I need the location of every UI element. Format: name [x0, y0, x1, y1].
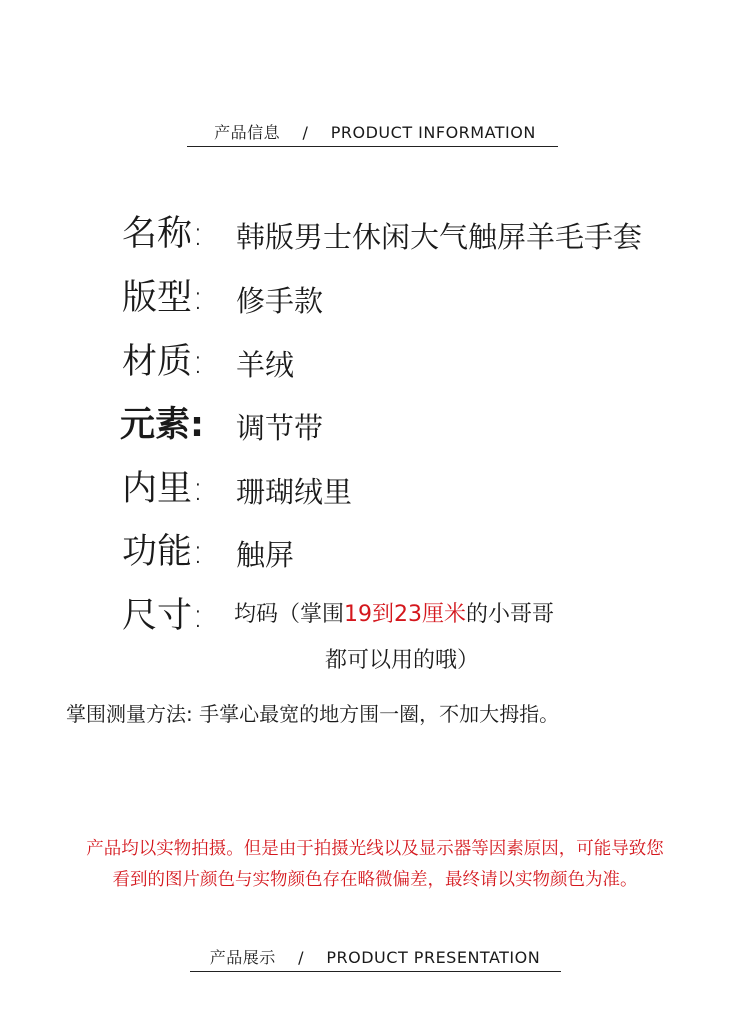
spec-label-element: 元素: [120, 405, 204, 445]
spec-value-element: 调节带 [236, 411, 324, 445]
color-disclaimer-line1: 产品均以实物拍摄。但是由于拍摄光线以及显示器等因素原因，可能导致您 [86, 839, 664, 859]
header-info-underline [187, 146, 558, 147]
header-pres-cn: 产品展示 [209, 948, 276, 967]
product-information-header [0, 120, 750, 143]
header-info-cn: 产品信息 [214, 123, 281, 142]
spec-label-size: 尺寸: [122, 596, 204, 636]
size-value-suffix: 的小哥哥 [466, 602, 555, 627]
palm-measure-note: 掌围测量方法: 手掌心最宽的地方围一圈，不加大拇指。 [66, 702, 560, 726]
size-value-prefix: 均码（掌围 [234, 602, 345, 627]
spec-value-name: 韩版男士休闲大气触屏羊毛手套 [236, 220, 643, 254]
header-pres-underline [190, 971, 561, 972]
spec-label-function: 功能: [122, 532, 204, 572]
color-disclaimer-line2: 看到的图片颜色与实物颜色存在略微偏差，最终请以实物颜色为准。 [112, 870, 638, 890]
header-pres-en: PRODUCT PRESENTATION [326, 948, 541, 967]
product-presentation-header [0, 945, 750, 968]
spec-label-name: 名称: [122, 214, 204, 254]
spec-label-lining: 内里: [122, 469, 204, 509]
spec-value-lining: 珊瑚绒里 [236, 475, 353, 509]
size-value-line2: 都可以用的哦） [325, 648, 480, 673]
spec-label-fit: 版型: [122, 278, 204, 318]
spec-value-size [234, 601, 554, 629]
spec-value-material: 羊绒 [236, 348, 295, 382]
header-pres-separator: / [298, 948, 305, 967]
spec-value-function: 触屏 [236, 538, 295, 572]
header-info-en: PRODUCT INFORMATION [330, 123, 536, 142]
spec-label-material: 材质: [122, 342, 204, 382]
size-value-range: 19到23厘米 [344, 602, 467, 627]
header-info-separator: / [302, 123, 309, 142]
spec-value-fit: 修手款 [236, 284, 324, 318]
